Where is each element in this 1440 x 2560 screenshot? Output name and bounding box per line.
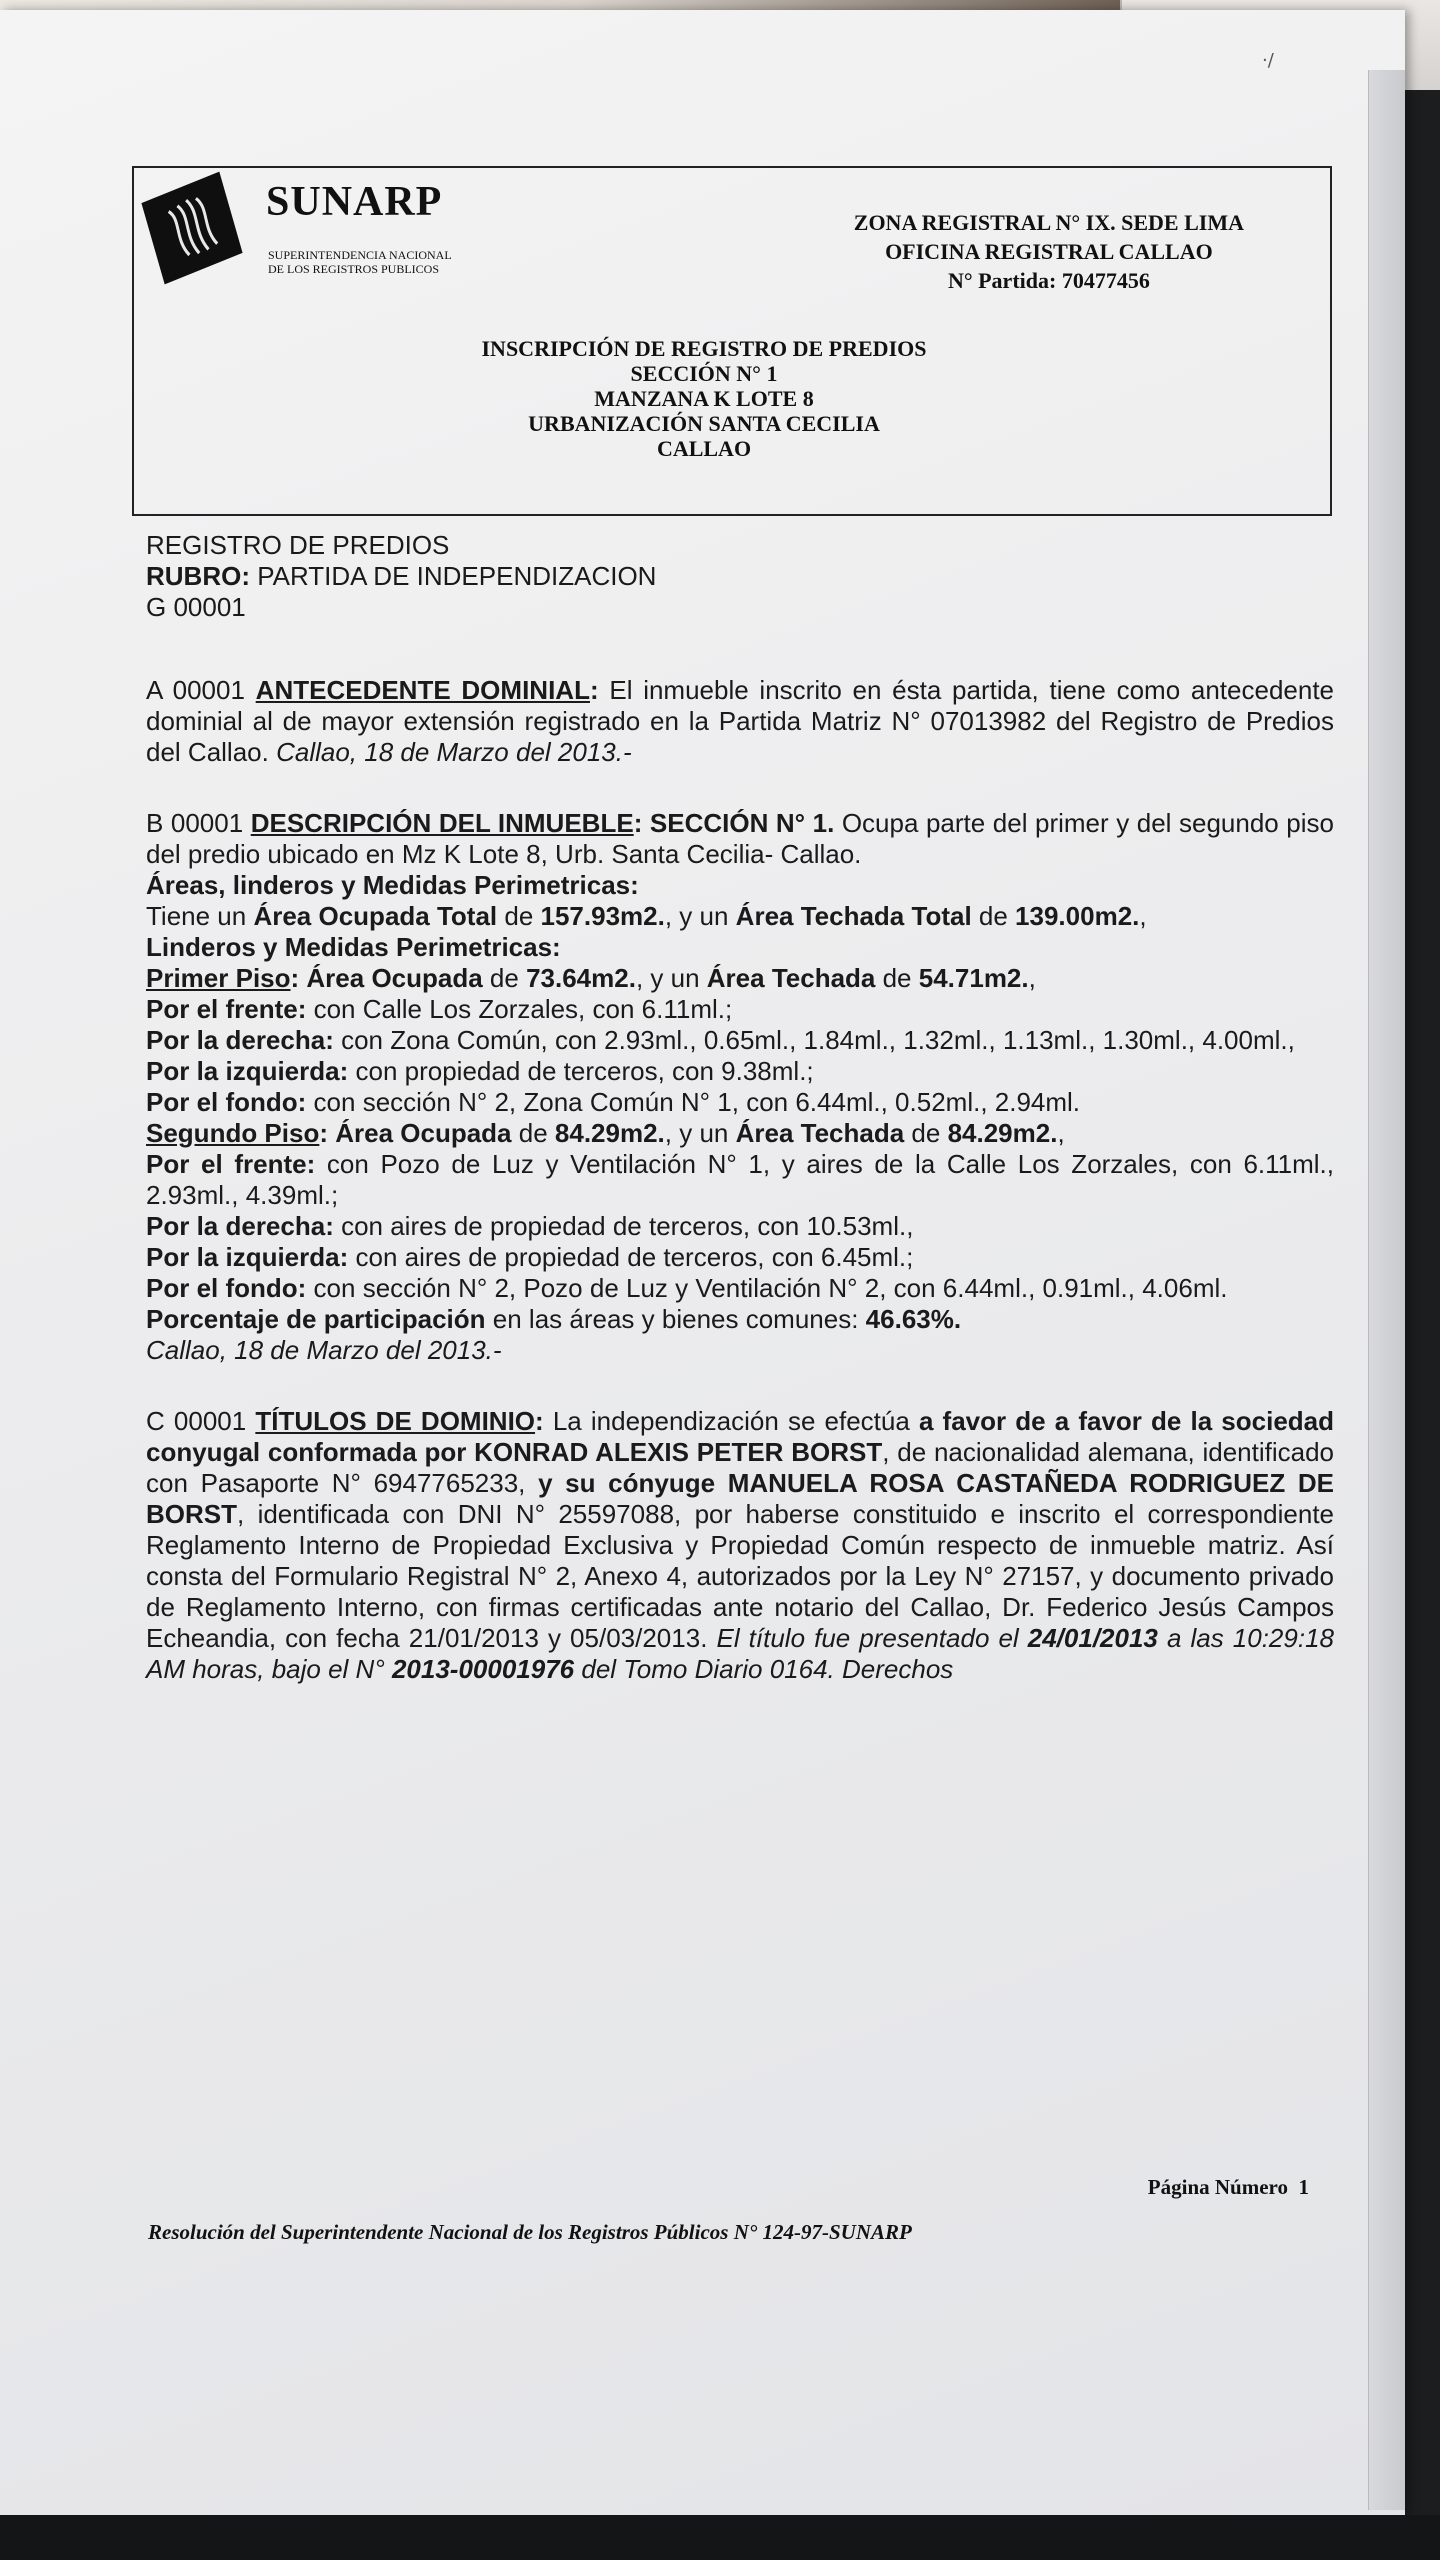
participation-value: 46.63%.	[865, 1304, 962, 1334]
section-descripcion: B 00001 DESCRIPCIÓN DEL INMUEBLE: SECCIÓN N° 1. Ocupa parte del primer y del segundo piso del predio ubicado en Mz K Lote 8, Urb. Santa Cecilia- Callao.	[146, 808, 1334, 869]
handwritten-mark: ·/	[1262, 50, 1274, 71]
text-run: ,	[1139, 901, 1147, 931]
boundary-text: con sección N° 2, Pozo de Luz y Ventilación N° 2, con 6.44ml., 0.91ml., 4.06ml.	[306, 1273, 1228, 1303]
document-page	[0, 10, 1405, 2515]
text-run: a las 10:29:18 AM horas, bajo el N°	[146, 1623, 1334, 1684]
area-value: 139.00m2.	[1015, 901, 1140, 931]
text-run: Área Techada	[706, 963, 876, 993]
participation-label: Porcentaje de participación	[146, 1304, 486, 1334]
title-line: SECCIÓN N° 1	[630, 361, 778, 386]
section-text: El inmueble inscrito en ésta partida, tiene como antecedente dominial al de mayor extensión registrado en la Partida Matriz N° 07013982 del Registro de Predios del Callao.	[146, 675, 1335, 767]
area-value: 54.71m2.	[918, 963, 1029, 993]
inscription-title	[334, 336, 1074, 461]
section-date: Callao, 18 de Marzo del 2013.-	[276, 737, 632, 767]
org-name: SUNARP	[266, 179, 443, 225]
area-value: 157.93m2.	[540, 901, 665, 931]
text-run: , y un	[635, 963, 707, 993]
owner-name: a favor de a favor de la sociedad conyugal conformada por KONRAD ALEXIS PETER BORST	[146, 1406, 1335, 1467]
boundary-line	[146, 994, 1334, 1025]
seccion-number: SECCIÓN N° 1.	[642, 808, 835, 838]
floor-label: Primer Piso	[146, 963, 291, 993]
section-code: C 00001	[146, 1406, 256, 1436]
boundary-label: Por el frente:	[146, 1149, 316, 1179]
page-number-label: Página Número	[1147, 2175, 1288, 2199]
boundary-label: Por la derecha:	[146, 1211, 334, 1241]
partida-line	[854, 266, 1244, 295]
text-run: , identificada con DNI N° 25597088, por haberse constituido e inscrito el correspondiente Reglamento Interno de Propiedad Exclusiva y Propiedad Común respecto de inmueble matriz. Así consta del Formulario Registral N° 2, Anexo 4, autorizados por la Ley N° 27157, y documento privado de Reglamento Interno, con firmas certificadas ante notario del Callao, Dr. Federico Jesús Campos Echeandia, con fecha 21/01/2013 y 05/03/2013.	[146, 1499, 1334, 1653]
text-run: La independización se efectúa	[543, 1406, 919, 1436]
document-body	[146, 530, 1334, 1685]
title-number: 2013-00001976	[391, 1654, 575, 1684]
section-text: Ocupa parte del primer y del segundo piso del predio ubicado en Mz K Lote 8, Urb. Santa Cecilia- Callao.	[146, 808, 1334, 869]
text-run: en las áreas y bienes comunes:	[485, 1304, 866, 1334]
text-run: de	[482, 963, 527, 993]
boundary-text: con Zona Común, con 2.93ml., 0.65ml., 1.84ml., 1.32ml., 1.13ml., 1.30ml., 4.00ml.,	[333, 1025, 1295, 1055]
boundary-line	[146, 1056, 1334, 1087]
org-subtitle-line: SUPERINTENDENCIA NACIONAL	[268, 248, 452, 262]
text-run: El título fue presentado el	[716, 1623, 1028, 1653]
section-date: Callao, 18 de Marzo del 2013.-	[146, 1335, 502, 1365]
resolution-footer: Resolución del Superintendente Nacional de los Registros Públicos N° 124-97-SUNARP	[148, 2220, 912, 2244]
background-desk-bottom	[0, 2515, 1440, 2560]
section-heading: ANTECEDENTE DOMINIAL	[255, 675, 590, 705]
presentation-date: 24/01/2013	[1027, 1623, 1158, 1653]
areas-heading: Áreas, linderos y Medidas Perimetricas:	[146, 870, 639, 900]
org-subtitle-line: DE LOS REGISTROS PUBLICOS	[268, 262, 440, 276]
text-run: de	[971, 901, 1016, 931]
boundary-text: con aires de propiedad de terceros, con 10.53ml.,	[333, 1211, 914, 1241]
boundary-label: Por el fondo:	[146, 1273, 307, 1303]
rubro-label: RUBRO:	[146, 561, 250, 591]
boundary-line	[146, 1211, 1334, 1242]
title-line: CALLAO	[656, 436, 752, 461]
area-value: 84.29m2.	[554, 1118, 665, 1148]
partida-label: N° Partida:	[947, 268, 1057, 293]
owner-name: y su cónyuge MANUELA ROSA CASTAÑEDA RODRIGUEZ DE BORST	[146, 1468, 1334, 1529]
page-number-value: 1	[1298, 2175, 1309, 2199]
section-antecedente: A 00001 ANTECEDENTE DOMINIAL: El inmueble inscrito en ésta partida, tiene como antecedente dominial al de mayor extensión registrado en la Partida Matriz N° 07013982 del Registro de Predios del Callao. Callao, 18 de Marzo del 2013.-	[146, 675, 1335, 767]
entry-code: G 00001	[146, 592, 246, 622]
segundo-piso-line: Segundo Piso: Área Ocupada de 84.29m2., y un Área Techada de 84.29m2.,	[146, 1118, 1065, 1148]
boundary-label: Por la izquierda:	[146, 1056, 349, 1086]
org-subtitle	[268, 248, 528, 276]
text-run: de	[875, 963, 919, 993]
floor-label: Segundo Piso	[146, 1118, 320, 1148]
title-line: INSCRIPCIÓN DE REGISTRO DE PREDIOS	[481, 336, 927, 361]
rubro-value: PARTIDA DE INDEPENDIZACION	[250, 561, 657, 591]
rubro-line	[146, 561, 1334, 592]
document-header	[132, 166, 1332, 516]
boundary-text: con aires de propiedad de terceros, con 6.45ml.;	[348, 1242, 914, 1272]
text-run: Área Techada	[735, 1118, 905, 1148]
primer-piso-line: Primer Piso: Área Ocupada de 73.64m2., y un Área Techada de 54.71m2.,	[146, 963, 1036, 993]
boundary-line	[146, 1149, 1334, 1211]
text-run: Tiene un	[146, 901, 254, 931]
zone-info	[854, 208, 1244, 295]
boundary-text: con Pozo de Luz y Ventilación N° 1, y aires de la Calle Los Zorzales, con 6.11ml., 2.93ml., 4.39ml.;	[146, 1149, 1335, 1210]
boundary-text: con propiedad de terceros, con 9.38ml.;	[348, 1056, 814, 1086]
boundary-label: Por el fondo:	[146, 1087, 307, 1117]
section-heading: DESCRIPCIÓN DEL INMUEBLE	[250, 808, 634, 838]
boundary-line	[146, 1242, 1334, 1273]
page-number	[1148, 2175, 1309, 2200]
area-value: 73.64m2.	[526, 963, 636, 993]
text-run: , y un	[664, 901, 736, 931]
office-line: OFICINA REGISTRAL CALLAO	[885, 239, 1213, 264]
total-areas	[146, 901, 1334, 932]
text-run: Área Ocupada Total	[253, 901, 498, 931]
text-run: , de nacionalidad alemana, identificado con Pasaporte N° 6947765233,	[146, 1437, 1335, 1498]
boundary-line	[146, 1087, 1334, 1118]
boundary-line	[146, 1273, 1334, 1304]
text-run: del Tomo Diario 0164. Derechos	[574, 1654, 954, 1684]
section-titulos: C 00001 TÍTULOS DE DOMINIO: La independización se efectúa a favor de a favor de la sociedad conyugal conformada por KONRAD ALEXIS PETER BORST, de nacionalidad alemana, identificado con Pasaporte N° 6947765233, y su cónyuge MANUELA ROSA CASTAÑEDA RODRIGUEZ DE BORST, identificada con DNI N° 25597088, por haberse constituido e inscrito el correspondiente Reglamento Interno de Propiedad Exclusiva y Propiedad Común respecto de inmueble matriz. Así consta del Formulario Registral N° 2, Anexo 4, autorizados por la Ley N° 27157, y documento privado de Reglamento Interno, con firmas certificadas ante notario del Callao, Dr. Federico Jesús Campos Echeandia, con fecha 21/01/2013 y 05/03/2013. El título fue presentado el 24/01/2013 a las 10:29:18 AM horas, bajo el N° 2013-00001976 del Tomo Diario 0164. Derechos	[146, 1406, 1335, 1684]
text-run: de	[511, 1118, 555, 1148]
linderos-heading: Linderos y Medidas Perimetricas:	[146, 932, 561, 962]
area-value: 84.29m2.	[947, 1118, 1058, 1148]
partida-number: 70477456	[1061, 268, 1150, 293]
section-heading: TÍTULOS DE DOMINIO	[255, 1406, 536, 1436]
participation-line	[146, 1304, 1334, 1335]
sunarp-logo-icon	[141, 172, 242, 285]
boundary-label: Por la derecha:	[146, 1025, 334, 1055]
text-run: Área Techada Total	[735, 901, 972, 931]
zone-line: ZONA REGISTRAL N° IX. SEDE LIMA	[853, 210, 1244, 235]
text-run: , y un	[664, 1118, 736, 1148]
page-edge	[1368, 70, 1405, 2510]
boundary-label: Por el frente:	[146, 994, 307, 1024]
text-run: de	[497, 901, 541, 931]
text-run: Área Ocupada	[306, 963, 483, 993]
text-run: Área Ocupada	[335, 1118, 512, 1148]
section-code: B 00001	[146, 808, 251, 838]
text-run: de	[904, 1118, 948, 1148]
title-line: MANZANA K LOTE 8	[594, 386, 814, 411]
boundary-text: con sección N° 2, Zona Común N° 1, con 6.44ml., 0.52ml., 2.94ml.	[306, 1087, 1081, 1117]
registry-name: REGISTRO DE PREDIOS	[146, 530, 450, 560]
section-code: A 00001	[146, 675, 256, 705]
boundary-line	[146, 1025, 1334, 1056]
boundary-text: con Calle Los Zorzales, con 6.11ml.;	[306, 994, 733, 1024]
boundary-label: Por la izquierda:	[146, 1242, 349, 1272]
title-line: URBANIZACIÓN SANTA CECILIA	[528, 411, 880, 436]
